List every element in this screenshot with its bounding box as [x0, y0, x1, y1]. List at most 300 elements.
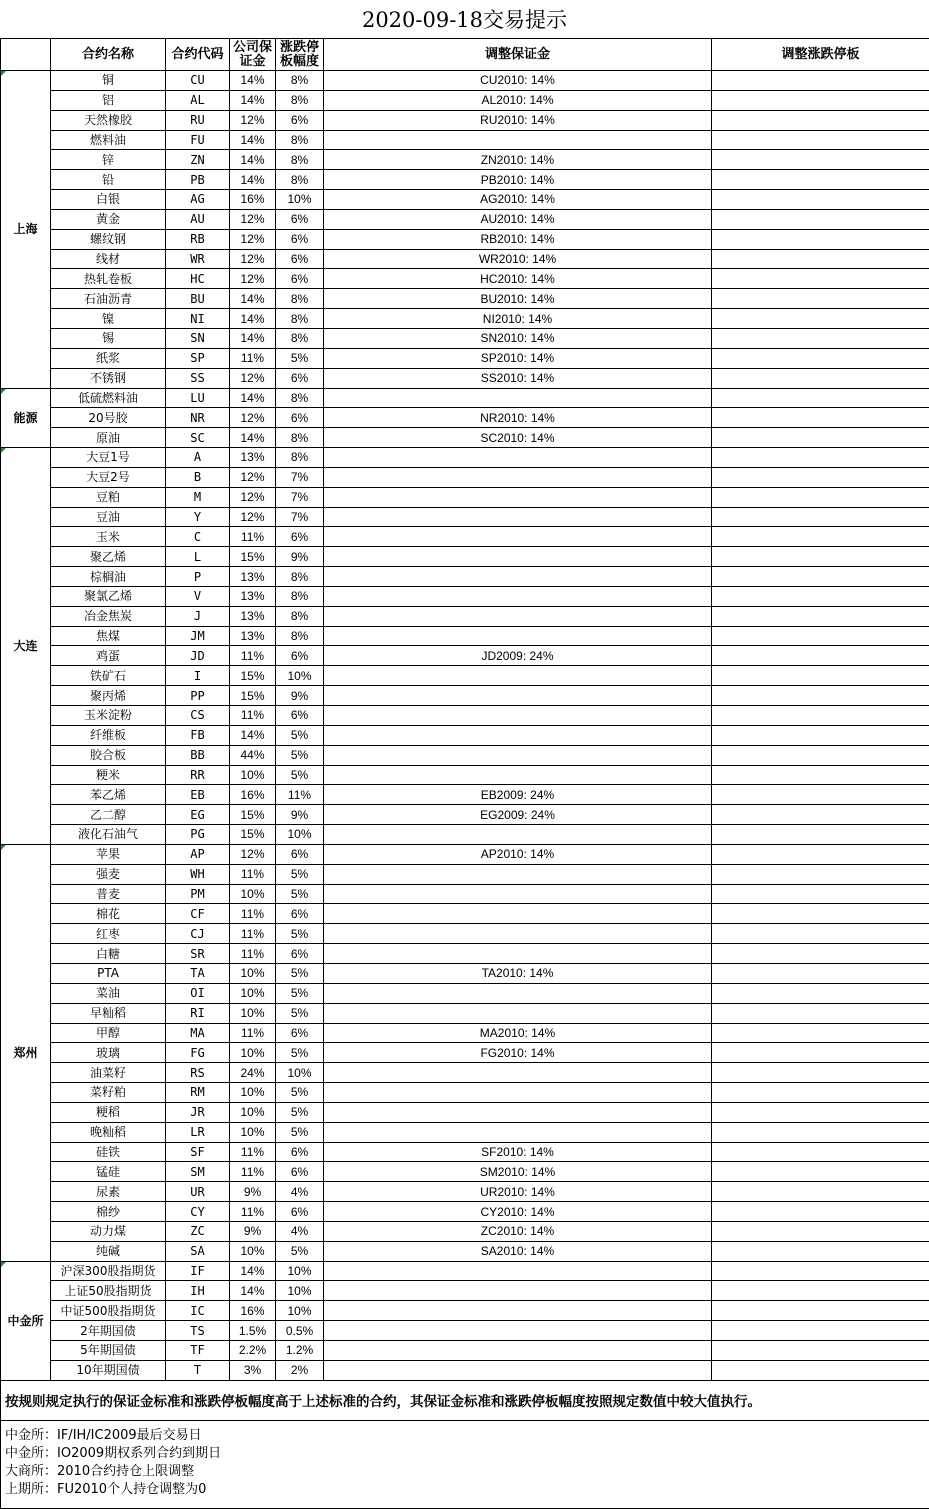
cell-adj-limit — [712, 1102, 929, 1122]
cell-name: 纯碱 — [51, 1241, 166, 1261]
table-row — [1, 1003, 929, 1023]
cell-limit: 6% — [276, 1162, 324, 1182]
header-exchange — [1, 39, 51, 71]
cell-name: 线材 — [51, 249, 166, 269]
cell-adj-limit — [712, 229, 929, 249]
cell-adj-limit — [712, 348, 929, 368]
header-adj-margin: 调整保证金 — [324, 39, 712, 71]
cell-margin: 15% — [230, 686, 276, 706]
cell-code: SC — [166, 428, 230, 448]
table-row — [1, 1221, 929, 1241]
cell-name: 强麦 — [51, 864, 166, 884]
cell-name: 中证500股指期货 — [51, 1301, 166, 1321]
cell-name: 燃料油 — [51, 130, 166, 150]
cell-code: JR — [166, 1102, 230, 1122]
cell-name: 不锈钢 — [51, 368, 166, 388]
cell-adj-margin — [324, 388, 712, 408]
cell-adj-limit — [712, 983, 929, 1003]
cell-code: PM — [166, 884, 230, 904]
table-row — [1, 507, 929, 527]
cell-margin: 10% — [230, 884, 276, 904]
cell-margin: 10% — [230, 983, 276, 1003]
cell-limit: 8% — [276, 606, 324, 626]
cell-code: NR — [166, 408, 230, 428]
cell-code: CY — [166, 1202, 230, 1222]
cell-limit: 5% — [276, 864, 324, 884]
cell-name: 棕榈油 — [51, 567, 166, 587]
cell-code: JD — [166, 646, 230, 666]
cell-adj-margin — [324, 1083, 712, 1103]
cell-code: RS — [166, 1063, 230, 1083]
cell-code: C — [166, 527, 230, 547]
cell-adj-limit — [712, 1301, 929, 1321]
cell-adj-margin: SP2010: 14% — [324, 348, 712, 368]
cell-adj-limit — [712, 269, 929, 289]
table-row — [1, 785, 929, 805]
cell-margin: 11% — [230, 348, 276, 368]
cell-adj-limit — [712, 130, 929, 150]
header-row — [1, 39, 929, 71]
cell-code: CF — [166, 904, 230, 924]
cell-name: 棉纱 — [51, 1202, 166, 1222]
cell-code: J — [166, 606, 230, 626]
table-row — [1, 706, 929, 726]
cell-adj-limit — [712, 1043, 929, 1063]
cell-name: 沪深300股指期货 — [51, 1261, 166, 1281]
cell-adj-margin — [324, 1102, 712, 1122]
exchange-label: 大连 — [13, 639, 37, 653]
cell-limit: 9% — [276, 686, 324, 706]
cell-margin: 11% — [230, 646, 276, 666]
cell-margin: 13% — [230, 448, 276, 468]
cell-margin: 14% — [230, 289, 276, 309]
cell-name: 冶金焦炭 — [51, 606, 166, 626]
cell-code: FB — [166, 725, 230, 745]
cell-adj-margin: JD2009: 24% — [324, 646, 712, 666]
cell-adj-margin: TA2010: 14% — [324, 963, 712, 983]
table-row — [1, 170, 929, 190]
table-body — [1, 39, 929, 1509]
cell-code: TS — [166, 1321, 230, 1341]
cell-name: 液化石油气 — [51, 825, 166, 845]
cell-code: SA — [166, 1241, 230, 1261]
event-item: 中金所：IO2009期权系列合约到期日 — [5, 1445, 929, 1463]
cell-name: 原油 — [51, 428, 166, 448]
cell-adj-limit — [712, 368, 929, 388]
cell-limit: 1.2% — [276, 1341, 324, 1361]
cell-limit: 10% — [276, 825, 324, 845]
cell-adj-limit — [712, 725, 929, 745]
cell-limit: 4% — [276, 1182, 324, 1202]
table-row — [1, 1321, 929, 1341]
cell-code: SF — [166, 1142, 230, 1162]
cell-code: MA — [166, 1023, 230, 1043]
cell-marker-icon — [1, 845, 6, 850]
table-row — [1, 1122, 929, 1142]
cell-marker-icon — [1, 448, 6, 453]
table-row — [1, 71, 929, 91]
table-row — [1, 1281, 929, 1301]
cell-margin: 3% — [230, 1360, 276, 1380]
cell-adj-margin — [324, 467, 712, 487]
cell-code: L — [166, 547, 230, 567]
cell-adj-limit — [712, 527, 929, 547]
cell-code: A — [166, 448, 230, 468]
cell-margin: 11% — [230, 1162, 276, 1182]
cell-adj-margin: AL2010: 14% — [324, 90, 712, 110]
header-adj-limit: 调整涨跌停板 — [712, 39, 929, 71]
cell-name: 20号胶 — [51, 408, 166, 428]
cell-name: 铜 — [51, 71, 166, 91]
cell-adj-limit — [712, 1221, 929, 1241]
cell-code: RR — [166, 765, 230, 785]
cell-code: PP — [166, 686, 230, 706]
table-row — [1, 1301, 929, 1321]
cell-limit: 8% — [276, 567, 324, 587]
cell-adj-margin — [324, 626, 712, 646]
cell-code: IC — [166, 1301, 230, 1321]
cell-code: BB — [166, 745, 230, 765]
table-row — [1, 1142, 929, 1162]
cell-margin: 12% — [230, 368, 276, 388]
cell-margin: 12% — [230, 269, 276, 289]
cell-limit: 6% — [276, 944, 324, 964]
table-row — [1, 328, 929, 348]
cell-margin: 11% — [230, 924, 276, 944]
table-row — [1, 1261, 929, 1281]
cell-limit: 8% — [276, 71, 324, 91]
cell-limit: 5% — [276, 1102, 324, 1122]
cell-name: 聚氯乙烯 — [51, 586, 166, 606]
cell-limit: 6% — [276, 1023, 324, 1043]
exchange-label: 郑州 — [13, 1046, 37, 1060]
cell-margin: 14% — [230, 1281, 276, 1301]
cell-name: 普麦 — [51, 884, 166, 904]
cell-margin: 14% — [230, 71, 276, 91]
cell-name: 白糖 — [51, 944, 166, 964]
cell-name: 10年期国债 — [51, 1360, 166, 1380]
cell-limit: 5% — [276, 745, 324, 765]
cell-name: 铅 — [51, 170, 166, 190]
cell-name: 鸡蛋 — [51, 646, 166, 666]
cell-name: 大豆1号 — [51, 448, 166, 468]
cell-limit: 10% — [276, 1063, 324, 1083]
cell-name: 粳稻 — [51, 1102, 166, 1122]
cell-margin: 14% — [230, 150, 276, 170]
cell-adj-margin: AU2010: 14% — [324, 209, 712, 229]
cell-name: 石油沥青 — [51, 289, 166, 309]
cell-margin: 14% — [230, 388, 276, 408]
cell-name: 豆粕 — [51, 487, 166, 507]
cell-margin: 11% — [230, 904, 276, 924]
cell-limit: 8% — [276, 388, 324, 408]
cell-adj-limit — [712, 805, 929, 825]
exchange-label: 上海 — [13, 222, 37, 236]
cell-adj-limit — [712, 388, 929, 408]
table-row — [1, 150, 929, 170]
cell-margin: 11% — [230, 1202, 276, 1222]
cell-adj-margin: NR2010: 14% — [324, 408, 712, 428]
exchange-cell — [1, 388, 51, 448]
cell-margin: 9% — [230, 1221, 276, 1241]
cell-name: PTA — [51, 963, 166, 983]
cell-margin: 11% — [230, 527, 276, 547]
cell-code: SR — [166, 944, 230, 964]
cell-code: JM — [166, 626, 230, 646]
cell-adj-margin: SC2010: 14% — [324, 428, 712, 448]
cell-code: I — [166, 666, 230, 686]
cell-limit: 8% — [276, 586, 324, 606]
cell-limit: 5% — [276, 765, 324, 785]
cell-adj-margin: AG2010: 14% — [324, 190, 712, 210]
cell-limit: 0.5% — [276, 1321, 324, 1341]
cell-adj-margin: EG2009: 24% — [324, 805, 712, 825]
cell-code: TA — [166, 963, 230, 983]
cell-code: SM — [166, 1162, 230, 1182]
cell-name: 甲醇 — [51, 1023, 166, 1043]
cell-adj-limit — [712, 944, 929, 964]
cell-name: 锰硅 — [51, 1162, 166, 1182]
cell-adj-limit — [712, 825, 929, 845]
cell-code: AU — [166, 209, 230, 229]
cell-name: 菜油 — [51, 983, 166, 1003]
cell-limit: 6% — [276, 527, 324, 547]
cell-adj-margin — [324, 884, 712, 904]
cell-adj-margin: EB2009: 24% — [324, 785, 712, 805]
cell-limit: 6% — [276, 904, 324, 924]
cell-adj-limit — [712, 1023, 929, 1043]
header-margin: 公司保证金 — [230, 39, 276, 71]
cell-margin: 10% — [230, 1083, 276, 1103]
table-row — [1, 467, 929, 487]
cell-adj-margin: FG2010: 14% — [324, 1043, 712, 1063]
cell-adj-margin — [324, 448, 712, 468]
cell-adj-margin — [324, 666, 712, 686]
trading-table — [0, 38, 929, 1509]
table-row — [1, 1182, 929, 1202]
cell-name: 纤维板 — [51, 725, 166, 745]
cell-margin: 11% — [230, 864, 276, 884]
cell-name: 黄金 — [51, 209, 166, 229]
cell-limit: 5% — [276, 884, 324, 904]
cell-adj-margin: SA2010: 14% — [324, 1241, 712, 1261]
cell-name: 菜籽粕 — [51, 1083, 166, 1103]
cell-adj-margin — [324, 567, 712, 587]
cell-name: 粳米 — [51, 765, 166, 785]
cell-adj-margin — [324, 944, 712, 964]
cell-adj-margin — [324, 1281, 712, 1301]
table-row — [1, 567, 929, 587]
cell-adj-margin: CU2010: 14% — [324, 71, 712, 91]
cell-adj-margin — [324, 1063, 712, 1083]
cell-code: P — [166, 567, 230, 587]
cell-name: 白银 — [51, 190, 166, 210]
cell-code: IF — [166, 1261, 230, 1281]
cell-margin: 12% — [230, 249, 276, 269]
cell-limit: 5% — [276, 963, 324, 983]
header-name: 合约名称 — [51, 39, 166, 71]
cell-adj-margin: SF2010: 14% — [324, 1142, 712, 1162]
cell-adj-margin — [324, 745, 712, 765]
cell-name: 棉花 — [51, 904, 166, 924]
cell-code: AP — [166, 844, 230, 864]
cell-code: V — [166, 586, 230, 606]
cell-limit: 8% — [276, 328, 324, 348]
table-row — [1, 963, 929, 983]
table-row — [1, 924, 929, 944]
events-cell — [1, 1420, 929, 1508]
table-row — [1, 1023, 929, 1043]
cell-adj-limit — [712, 785, 929, 805]
cell-adj-limit — [712, 71, 929, 91]
cell-margin: 10% — [230, 1122, 276, 1142]
cell-limit: 4% — [276, 1221, 324, 1241]
cell-adj-limit — [712, 408, 929, 428]
rule-note: 按规则规定执行的保证金标准和涨跌停板幅度高于上述标准的合约，其保证金标准和涨跌停板幅度按照规定数值中较大值执行。 — [1, 1380, 929, 1420]
cell-margin: 10% — [230, 1241, 276, 1261]
cell-limit: 6% — [276, 1142, 324, 1162]
cell-margin: 10% — [230, 765, 276, 785]
cell-margin: 9% — [230, 1182, 276, 1202]
cell-adj-limit — [712, 626, 929, 646]
cell-name: 锡 — [51, 328, 166, 348]
cell-name: 聚乙烯 — [51, 547, 166, 567]
cell-adj-margin — [324, 864, 712, 884]
cell-limit: 8% — [276, 150, 324, 170]
cell-adj-margin — [324, 983, 712, 1003]
cell-code: RM — [166, 1083, 230, 1103]
cell-adj-margin — [324, 507, 712, 527]
table-row — [1, 1202, 929, 1222]
cell-adj-limit — [712, 1162, 929, 1182]
cell-adj-margin: MA2010: 14% — [324, 1023, 712, 1043]
cell-margin: 12% — [230, 467, 276, 487]
cell-code: BU — [166, 289, 230, 309]
table-row — [1, 448, 929, 468]
cell-name: 玻璃 — [51, 1043, 166, 1063]
cell-limit: 7% — [276, 467, 324, 487]
cell-limit: 5% — [276, 1083, 324, 1103]
cell-adj-limit — [712, 1281, 929, 1301]
cell-code: WR — [166, 249, 230, 269]
cell-adj-limit — [712, 963, 929, 983]
cell-limit: 6% — [276, 844, 324, 864]
cell-limit: 8% — [276, 289, 324, 309]
cell-limit: 5% — [276, 1043, 324, 1063]
table-row — [1, 1043, 929, 1063]
exchange-label: 中金所 — [7, 1314, 43, 1328]
table-row — [1, 487, 929, 507]
cell-code: HC — [166, 269, 230, 289]
table-row — [1, 289, 929, 309]
cell-adj-limit — [712, 448, 929, 468]
cell-name: 乙二醇 — [51, 805, 166, 825]
cell-code: SS — [166, 368, 230, 388]
table-row — [1, 944, 929, 964]
cell-adj-limit — [712, 1063, 929, 1083]
cell-code: FG — [166, 1043, 230, 1063]
cell-adj-limit — [712, 1241, 929, 1261]
cell-margin: 12% — [230, 487, 276, 507]
table-row — [1, 725, 929, 745]
cell-margin: 11% — [230, 1023, 276, 1043]
cell-marker-icon — [1, 389, 6, 394]
cell-adj-limit — [712, 507, 929, 527]
cell-adj-limit — [712, 547, 929, 567]
header-limit: 涨跌停板幅度 — [276, 39, 324, 71]
cell-code: Y — [166, 507, 230, 527]
cell-code: SP — [166, 348, 230, 368]
cell-limit: 5% — [276, 983, 324, 1003]
cell-margin: 15% — [230, 825, 276, 845]
cell-margin: 12% — [230, 408, 276, 428]
cell-code: IH — [166, 1281, 230, 1301]
cell-name: 螺纹钢 — [51, 229, 166, 249]
cell-code: SN — [166, 328, 230, 348]
table-row — [1, 209, 929, 229]
cell-name: 铝 — [51, 90, 166, 110]
table-row — [1, 626, 929, 646]
cell-margin: 14% — [230, 328, 276, 348]
cell-name: 玉米淀粉 — [51, 706, 166, 726]
cell-adj-margin — [324, 1301, 712, 1321]
table-row — [1, 110, 929, 130]
cell-code: PB — [166, 170, 230, 190]
cell-limit: 10% — [276, 666, 324, 686]
cell-margin: 24% — [230, 1063, 276, 1083]
cell-adj-margin — [324, 547, 712, 567]
cell-code: CS — [166, 706, 230, 726]
cell-adj-limit — [712, 1341, 929, 1361]
cell-adj-margin — [324, 527, 712, 547]
cell-code: NI — [166, 309, 230, 329]
cell-margin: 1.5% — [230, 1321, 276, 1341]
cell-margin: 44% — [230, 745, 276, 765]
cell-margin: 14% — [230, 1261, 276, 1281]
cell-limit: 5% — [276, 1241, 324, 1261]
cell-name: 油菜籽 — [51, 1063, 166, 1083]
cell-margin: 14% — [230, 130, 276, 150]
table-row — [1, 765, 929, 785]
cell-adj-margin — [324, 487, 712, 507]
cell-limit: 10% — [276, 1281, 324, 1301]
cell-code: RI — [166, 1003, 230, 1023]
page-title: 2020-09-18交易提示 — [0, 0, 929, 38]
note-row — [1, 1380, 929, 1420]
cell-limit: 11% — [276, 785, 324, 805]
table-row — [1, 646, 929, 666]
cell-code: ZN — [166, 150, 230, 170]
cell-margin: 10% — [230, 963, 276, 983]
cell-code: TF — [166, 1341, 230, 1361]
cell-name: 胶合板 — [51, 745, 166, 765]
table-row — [1, 547, 929, 567]
cell-adj-limit — [712, 567, 929, 587]
cell-adj-limit — [712, 170, 929, 190]
cell-adj-margin: SN2010: 14% — [324, 328, 712, 348]
cell-name: 5年期国债 — [51, 1341, 166, 1361]
cell-name: 晚籼稻 — [51, 1122, 166, 1142]
cell-adj-limit — [712, 1360, 929, 1380]
cell-adj-margin: HC2010: 14% — [324, 269, 712, 289]
cell-name: 动力煤 — [51, 1221, 166, 1241]
cell-margin: 16% — [230, 1301, 276, 1321]
table-row — [1, 1162, 929, 1182]
cell-adj-limit — [712, 706, 929, 726]
cell-adj-limit — [712, 90, 929, 110]
table-row — [1, 844, 929, 864]
cell-adj-margin: AP2010: 14% — [324, 844, 712, 864]
